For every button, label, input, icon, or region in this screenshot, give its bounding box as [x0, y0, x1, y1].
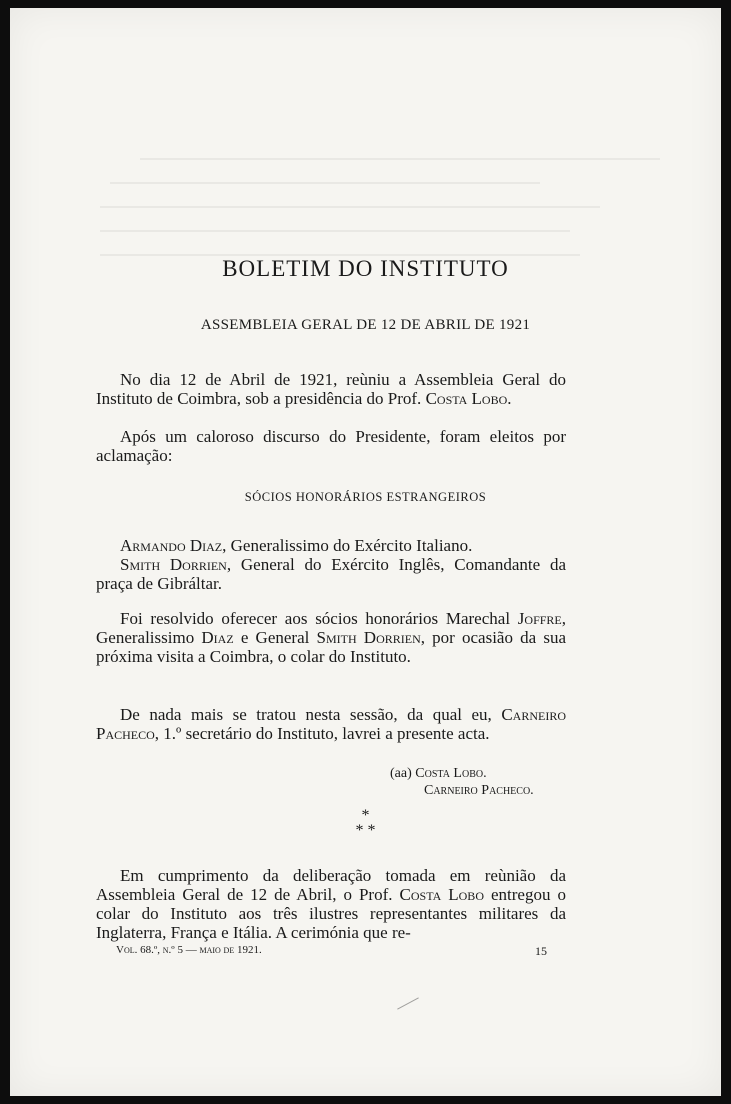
person-name: Diaz — [201, 628, 234, 647]
para3-text: , Generalissimo — [96, 609, 566, 647]
page-number: 15 — [535, 944, 547, 958]
asterism-top: * — [361, 807, 370, 824]
signature-name: Costa Lobo. — [415, 766, 487, 781]
signature-block — [390, 765, 534, 799]
paragraph-opening — [96, 370, 566, 408]
person-name: Joffre — [517, 609, 562, 628]
member-entry — [96, 536, 566, 555]
para3-text: e General — [233, 628, 317, 647]
paragraph-ceremony — [96, 866, 566, 942]
para4-text: De nada mais se tratou nesta sessão, da qual eu, — [120, 705, 502, 724]
signature-name: Carneiro Pacheco. — [424, 783, 534, 798]
member-name: Armando Diaz — [120, 536, 223, 555]
signature-prefix: (aa) — [390, 766, 416, 781]
para1-text: No dia 12 de Abril de 1921, reùniu a Assembleia Geral do Instituto de Coimbra, sob a presidência do Prof. — [96, 370, 566, 408]
member-name: Smith Dorrien — [120, 555, 227, 574]
member-entry — [96, 555, 566, 593]
member-description: , General do Exército Inglês, Comandante da praça de Gibráltar. — [96, 555, 566, 593]
signature-line-1 — [390, 765, 534, 782]
paragraph-closing — [96, 705, 566, 743]
document-page — [10, 8, 721, 1096]
president-name: Costa Lobo — [425, 389, 508, 408]
para4-text: , 1.º secretário do Instituto, lavrei a presente acta. — [154, 724, 490, 743]
secretary-name: Carneiro Pacheco — [96, 705, 566, 743]
person-name: Costa Lobo — [399, 885, 484, 904]
person-name: Smith Dorrien — [316, 628, 421, 647]
paragraph-colar — [96, 609, 566, 666]
section-heading: SÓCIOS HONORÁRIOS ESTRANGEIROS — [244, 490, 487, 504]
para3-text: Foi resolvido oferecer aos sócios honorários Marechal — [120, 609, 518, 628]
pencil-mark — [397, 997, 419, 1009]
signature-line-2 — [390, 782, 534, 799]
assembly-heading: ASSEMBLEIA GERAL DE 12 DE ABRIL DE 1921 — [200, 317, 531, 333]
member-description: , Generalissimo do Exército Italiano. — [222, 536, 473, 555]
para5-text: Em cumprimento da deliberação tomada em reùnião da Assembleia Geral de 12 de Abril, o Prof. — [96, 866, 566, 904]
volume-footer: Vol. 68.º, n.º 5 — maio de 1921. — [116, 944, 262, 956]
page-title: BOLETIM DO INSTITUTO — [222, 256, 509, 281]
paragraph-election: Após um caloroso discurso do Presidente, foram eleitos por aclamação: — [96, 427, 566, 465]
para5-text: entregou o colar do Instituto aos três ilustres representantes militares da Inglaterra, França e Itália. A cerimónia que re- — [96, 885, 566, 942]
para3-text: , por ocasião da sua próxima visita a Coimbra, o colar do Instituto. — [96, 628, 567, 666]
para1-end: . — [507, 389, 512, 408]
asterism-bottom: * * — [355, 822, 376, 839]
